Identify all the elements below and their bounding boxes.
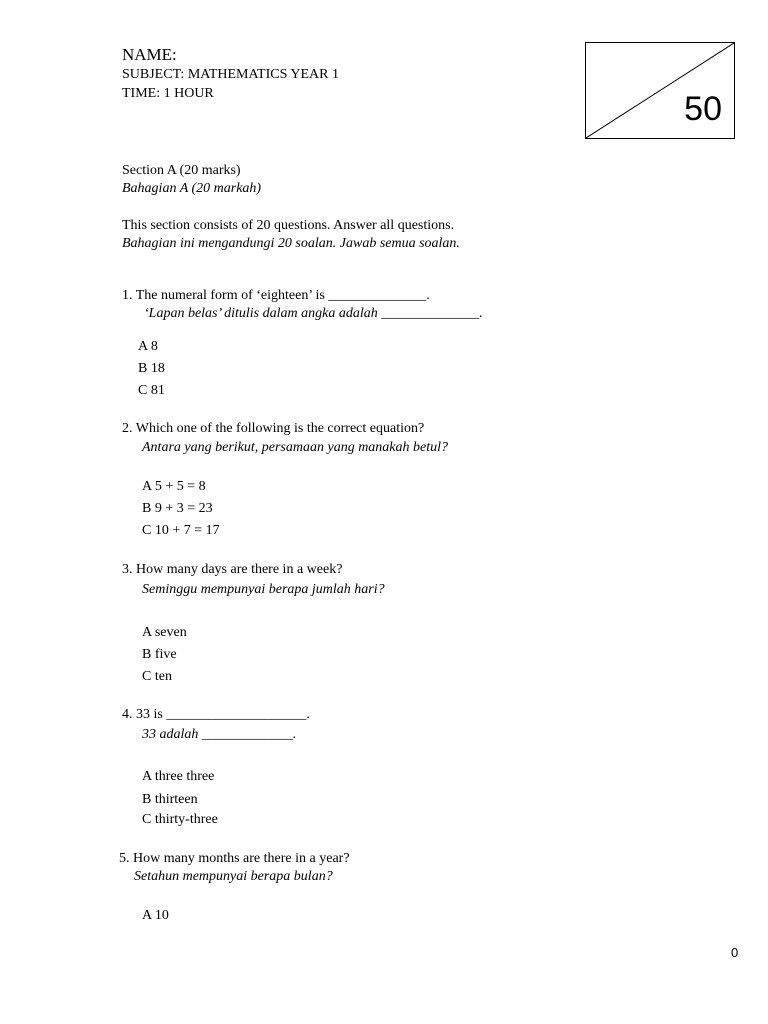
question-3-text-ms: Seminggu mempunyai berapa jumlah hari? <box>142 582 385 597</box>
question-4-option-a: A three three <box>142 769 215 784</box>
section-title-en: Section A (20 marks) <box>122 163 241 178</box>
page-number: 0 <box>731 945 739 960</box>
question-4-text-en: 4. 33 is ____________________. <box>122 707 310 722</box>
question-2-option-a: A 5 + 5 = 8 <box>142 479 206 494</box>
section-instructions-en: This section consists of 20 questions. Answer all questions. <box>122 218 455 233</box>
question-3-option-c: C ten <box>142 669 172 684</box>
question-1-text-en: 1. The numeral form of ‘eighteen’ is ______________. <box>122 288 430 303</box>
score-box <box>585 42 735 139</box>
name-label: NAME: <box>122 45 177 64</box>
question-4-text-ms: 33 adalah _____________. <box>142 727 297 742</box>
time-line: TIME: 1 HOUR <box>122 86 214 101</box>
question-2-text-en: 2. Which one of the following is the correct equation? <box>122 421 425 436</box>
question-4-option-b: B thirteen <box>142 792 198 807</box>
question-5-text-en: 5. How many months are there in a year? <box>119 851 350 866</box>
section-instructions-ms: Bahagian ini mengandungi 20 soalan. Jawab semua soalan. <box>122 236 460 251</box>
question-5-text-ms: Setahun mempunyai berapa bulan? <box>134 869 333 884</box>
score-total: 50 <box>684 90 722 128</box>
question-3-text-en: 3. How many days are there in a week? <box>122 562 343 577</box>
question-2-text-ms: Antara yang berikut, persamaan yang manakah betul? <box>142 440 449 455</box>
question-5-option-a: A 10 <box>142 908 169 923</box>
question-1-option-a: A 8 <box>138 339 158 354</box>
subject-line: SUBJECT: MATHEMATICS YEAR 1 <box>122 67 339 82</box>
question-4-option-c: C thirty-three <box>142 812 218 827</box>
question-2-option-c: C 10 + 7 = 17 <box>142 523 220 538</box>
question-1-text-ms: ‘Lapan belas’ ditulis dalam angka adalah ______________. <box>144 306 483 321</box>
question-2-option-b: B 9 + 3 = 23 <box>142 501 213 516</box>
question-1-option-b: B 18 <box>138 361 165 376</box>
question-1-option-c: C 81 <box>138 383 165 398</box>
question-3-option-a: A seven <box>142 625 187 640</box>
section-title-ms: Bahagian A (20 markah) <box>122 181 262 196</box>
question-3-option-b: B five <box>142 647 177 662</box>
